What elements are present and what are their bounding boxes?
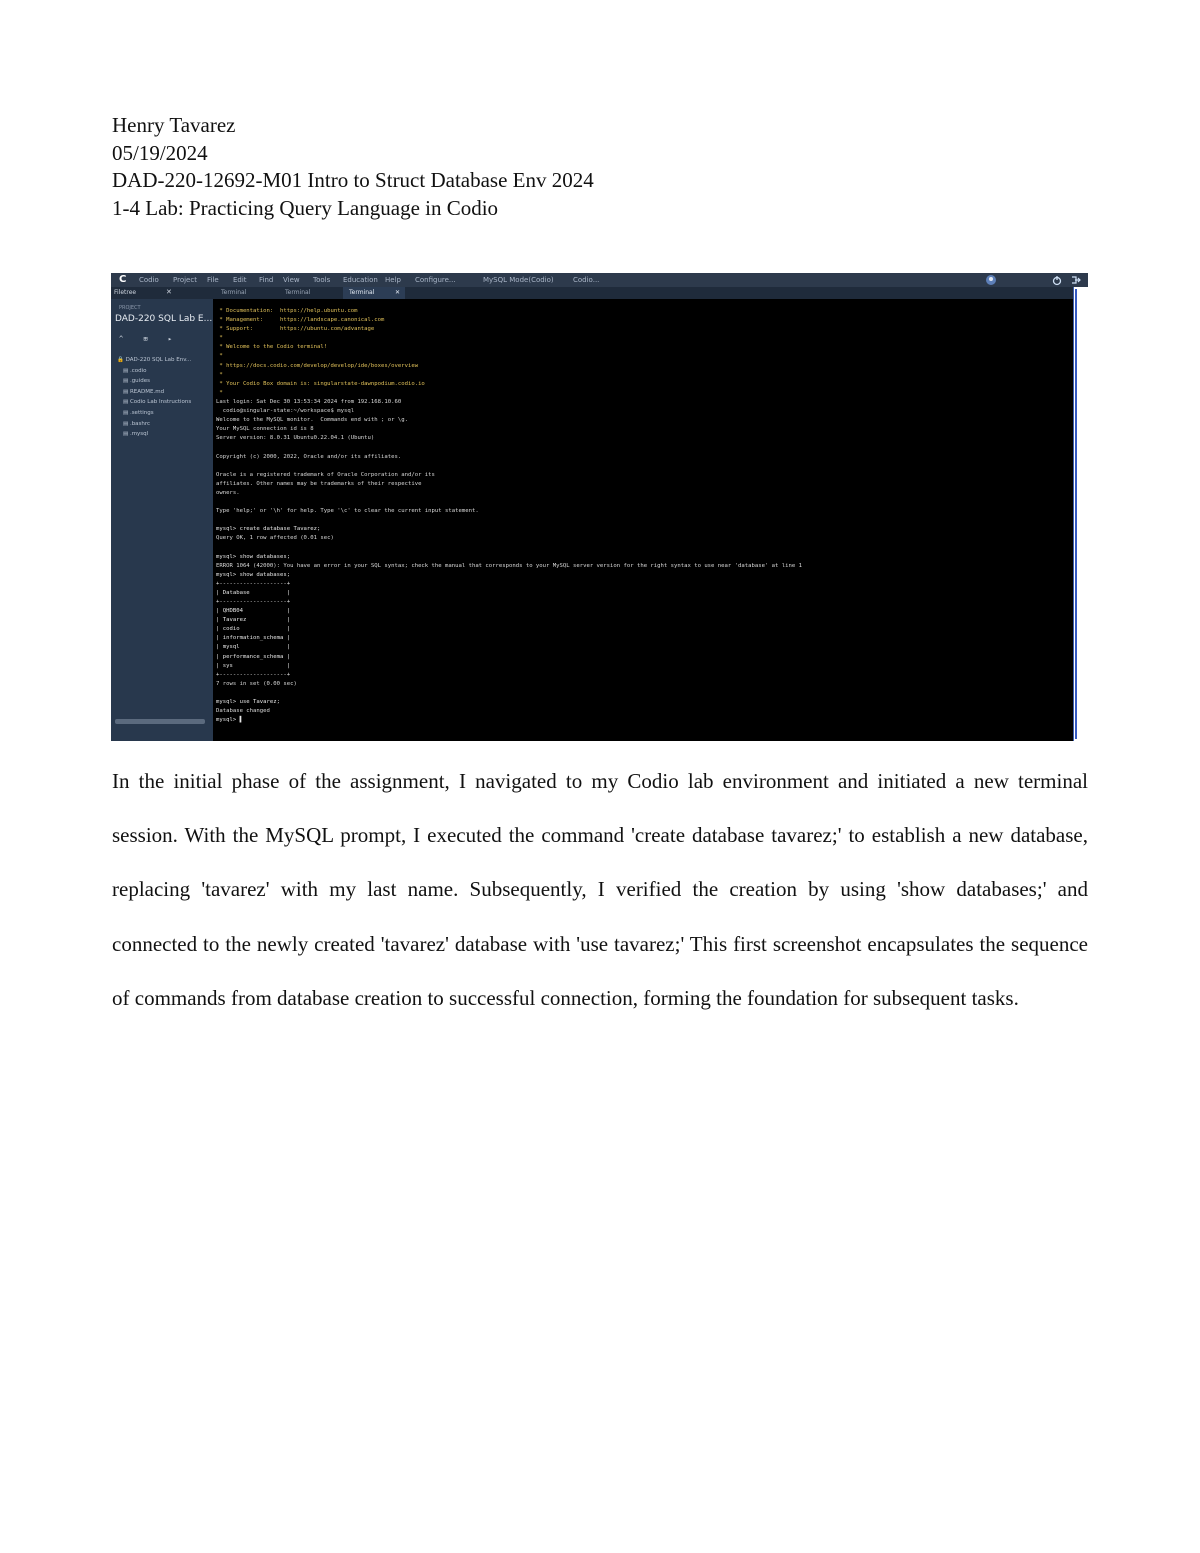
terminal-line: * Management: https://landscape.canonical.com (216, 317, 385, 324)
terminal-line: | mysql | (216, 644, 291, 651)
author-name: Henry Tavarez (112, 113, 236, 137)
scrollbar-thumb[interactable] (1075, 289, 1088, 739)
terminal-line: | codio | (216, 626, 291, 633)
terminal-line: +--------------------+ (216, 671, 291, 678)
terminal-line: 7 rows in set (0.00 sec) (216, 680, 297, 687)
power-icon[interactable] (1051, 274, 1063, 286)
menu-item-codio-run[interactable]: Codio... (573, 276, 600, 284)
terminal-line: Type 'help;' or '\h' for help. Type '\c' to clear the current input statement. (216, 508, 479, 515)
document-date: 05/19/2024 (112, 140, 208, 165)
terminal-line: affiliates. Other names may be trademarks of their respective (216, 480, 422, 487)
terminal-line: | Tavarez | (216, 617, 291, 624)
terminal-line (216, 462, 802, 471)
codio-logo: C (119, 274, 127, 285)
terminal-line: +--------------------+ (216, 599, 291, 605)
terminal-line: mysql> ▌ (216, 717, 243, 724)
menu-item-tools[interactable]: Tools (313, 276, 331, 284)
terminal-line: mysql> use Tavarez; (216, 699, 280, 706)
terminal-line: Copyright (c) 2000, 2022, Oracle and/or its affiliates. (216, 453, 402, 460)
menu-item-mysql-mode[interactable]: MySQL Mode(Codio) (483, 276, 554, 284)
menu-item-edit[interactable]: Edit (233, 276, 247, 284)
terminal-panel[interactable] (213, 299, 1073, 741)
terminal-line: * (216, 371, 223, 378)
terminal-line: Server version: 8.0.31 Ubuntu0.22.04.1 (Ubuntu) (216, 435, 375, 442)
terminal-line: Database changed (216, 708, 270, 715)
project-title[interactable]: DAD-220 SQL Lab E... (115, 314, 213, 324)
tree-item[interactable]: ▤ .bashrc (123, 420, 151, 427)
terminal-line: | information_schema | (216, 635, 291, 642)
terminal-line: owners. (216, 489, 240, 496)
terminal-line: Your MySQL connection id is 8 (216, 426, 314, 433)
terminal-line: * Support: https://ubuntu.com/advantage (216, 326, 375, 333)
terminal-tabs (213, 287, 1073, 299)
tree-item[interactable]: ▤ .mysql (123, 431, 149, 438)
codio-menubar (111, 273, 1088, 287)
terminal-line: mysql> create database Tavarez; (216, 526, 321, 533)
terminal-line: * (216, 353, 223, 360)
tree-item[interactable]: ▤ Codio Lab Instructions (123, 399, 192, 406)
menu-item-codio[interactable]: Codio (139, 276, 159, 284)
terminal-line (216, 689, 802, 698)
terminal-line: * Your Codio Box domain is: singularstate-dawnpodium.codio.io (216, 380, 425, 387)
tree-item[interactable]: ▤ .guides (123, 378, 150, 385)
terminal-line (216, 498, 802, 507)
exit-icon[interactable] (1069, 274, 1081, 286)
terminal-line: * https://docs.codio.com/develop/develop/ide/boxes/overview (216, 362, 419, 369)
menu-item-configure[interactable]: Configure... (415, 276, 456, 284)
terminal-line: ERROR 1064 (42000): You have an error in your SQL syntax; check the manual that corresponds to your MySQL server version for the right syntax to use near 'database' at line 1 (216, 562, 802, 569)
tab-terminal-3[interactable]: Terminal (349, 289, 375, 296)
terminal-line: mysql> show databases; (216, 553, 291, 560)
terminal-line: | QHDB04 | (216, 608, 291, 615)
terminal-line: Oracle is a registered trademark of Oracle Corporation and/or its (216, 471, 435, 478)
terminal-line: +--------------------+ (216, 580, 291, 587)
tab-filetree[interactable]: Filetree (114, 289, 137, 296)
terminal-line: * Documentation: https://help.ubuntu.com (216, 308, 358, 314)
close-icon[interactable]: ✕ (395, 289, 401, 296)
terminal-line: | sys | (216, 662, 291, 669)
menu-item-find[interactable]: Find (259, 276, 274, 284)
menu-item-project[interactable]: Project (173, 276, 197, 284)
file-tree (117, 355, 191, 440)
menu-item-view[interactable]: View (283, 276, 300, 284)
terminal-line (216, 516, 802, 525)
terminal-line (216, 443, 802, 452)
sidebar-tabs (111, 287, 213, 299)
user-avatar-icon[interactable] (985, 274, 997, 286)
lab-title: 1-4 Lab: Practicing Query Language in Codio (112, 195, 499, 220)
codio-screenshot (111, 273, 1088, 741)
tab-terminal-2[interactable]: Terminal (285, 289, 311, 296)
terminal-line: codio@singular-state:~/workspace$ mysql (216, 408, 355, 415)
terminal-line: Welcome to the MySQL monitor. Commands end with ; or \g. (216, 417, 408, 424)
terminal-line: Last login: Sat Dec 30 13:53:34 2024 from 192.168.10.60 (216, 398, 402, 405)
close-icon[interactable]: ✕ (166, 288, 172, 296)
tree-item[interactable]: 🔒 DAD-220 SQL Lab Env... (117, 357, 192, 363)
body-paragraph: In the initial phase of the assignment, I navigated to my Codio lab environment and initiated a new terminal session. With the MySQL prompt, I executed the command 'create database tavarez;' to establish a new database, replacing 'tavarez' with my last name. Subsequently, I verified the creation by using 'show databases;' and connected to the newly created 'tavarez' database with 'use tavarez;' This first screenshot encapsulates the sequence of commands from database creation to successful connection, forming the foundation for subsequent tasks. (112, 769, 1088, 1010)
sidebar-toolbar[interactable]: ^ ⊞ ▸ (119, 335, 181, 343)
terminal-line: Query OK, 1 row affected (0.01 sec) (216, 535, 334, 542)
terminal-line: * Welcome to the Codio terminal! (216, 344, 328, 351)
terminal-output (216, 307, 802, 725)
file-tree-sidebar (111, 287, 213, 741)
document-header (112, 112, 594, 222)
terminal-line: mysql> show databases; (216, 571, 291, 578)
menu-item-file[interactable]: File (207, 276, 219, 284)
sidebar-scrollbar[interactable] (115, 719, 205, 724)
tree-item[interactable]: ▤ .codio (123, 367, 147, 374)
terminal-line: | performance_schema | (216, 653, 291, 660)
terminal-line: | Database | (216, 589, 291, 596)
terminal-line: * (216, 335, 223, 342)
menu-item-help[interactable]: Help (385, 276, 401, 284)
terminal-scrollbar[interactable] (1073, 287, 1088, 741)
sidebar-label: PROJECT (119, 305, 141, 311)
menu-item-education[interactable]: Education (343, 276, 378, 284)
tree-item[interactable]: ▤ .settings (123, 409, 154, 416)
terminal-line (216, 543, 802, 552)
course-title: DAD-220-12692-M01 Intro to Struct Database Env 2024 (112, 168, 594, 192)
tree-item[interactable]: ▤ README.md (123, 388, 165, 395)
tab-terminal-1[interactable]: Terminal (221, 289, 247, 296)
terminal-line: * (216, 389, 223, 396)
